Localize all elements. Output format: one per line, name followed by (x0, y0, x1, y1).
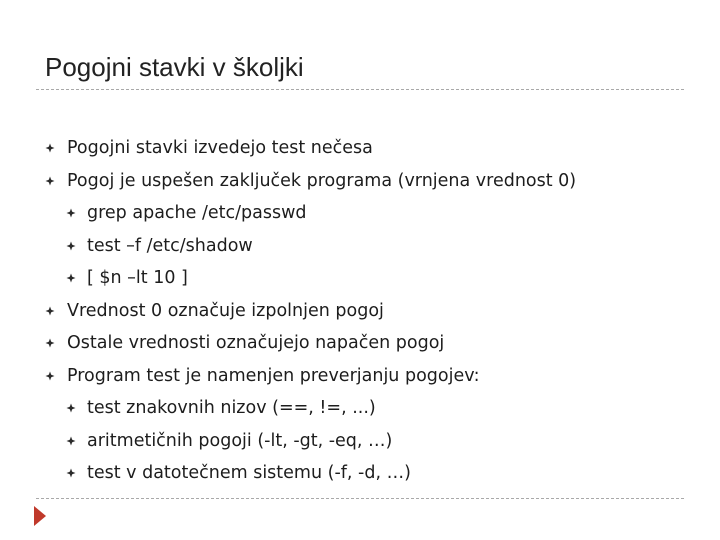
bullet-text: aritmetičnih pogoji (-lt, -gt, -eq, …) (87, 430, 393, 451)
bullet-text: Pogoj je uspešen zaključek programa (vrnjena vrednost 0) (67, 170, 577, 191)
bullet-item (0, 329, 720, 357)
bullet-text: grep apache /etc/passwd (87, 203, 307, 223)
sub-bullet-item (0, 199, 720, 227)
sub-bullet-item (0, 459, 720, 487)
fleuron-bullet-icon (66, 241, 76, 251)
bullet-item (0, 167, 720, 195)
next-slide-arrow-icon[interactable] (33, 505, 47, 527)
bullet-text: Program test je namenjen preverjanju pogojev: (67, 365, 480, 386)
fleuron-bullet-icon (66, 273, 76, 283)
fleuron-bullet-icon (66, 403, 76, 413)
bullet-text: Ostale vrednosti označujejo napačen pogoj (67, 333, 445, 353)
title-divider (36, 89, 684, 90)
fleuron-bullet-icon (45, 338, 55, 348)
sub-bullet-item (0, 232, 720, 260)
bullet-text: test znakovnih nizov (==, !=, ...) (87, 398, 376, 418)
fleuron-bullet-icon (45, 306, 55, 316)
bullet-item (0, 297, 720, 325)
sub-bullet-item (0, 264, 720, 292)
bullet-text: test v datotečnem sistemu (-f, -d, …) (87, 463, 411, 483)
sub-bullet-item (0, 394, 720, 422)
bullet-text: Pogojni stavki izvedejo test nečesa (67, 138, 373, 158)
fleuron-bullet-icon (66, 468, 76, 478)
bullet-item (0, 362, 720, 390)
bullet-text: test –f /etc/shadow (87, 235, 253, 256)
footer-divider (36, 498, 684, 499)
bullet-text: [ $n –lt 10 ] (87, 268, 188, 288)
slide-title: Pogojni stavki v školjki (45, 52, 304, 82)
fleuron-bullet-icon (66, 208, 76, 218)
fleuron-bullet-icon (45, 371, 55, 381)
sub-bullet-item (0, 427, 720, 455)
fleuron-bullet-icon (66, 436, 76, 446)
fleuron-bullet-icon (45, 143, 55, 153)
bullet-item (0, 134, 720, 162)
bullet-text: Vrednost 0 označuje izpolnjen pogoj (67, 300, 384, 321)
fleuron-bullet-icon (45, 176, 55, 186)
